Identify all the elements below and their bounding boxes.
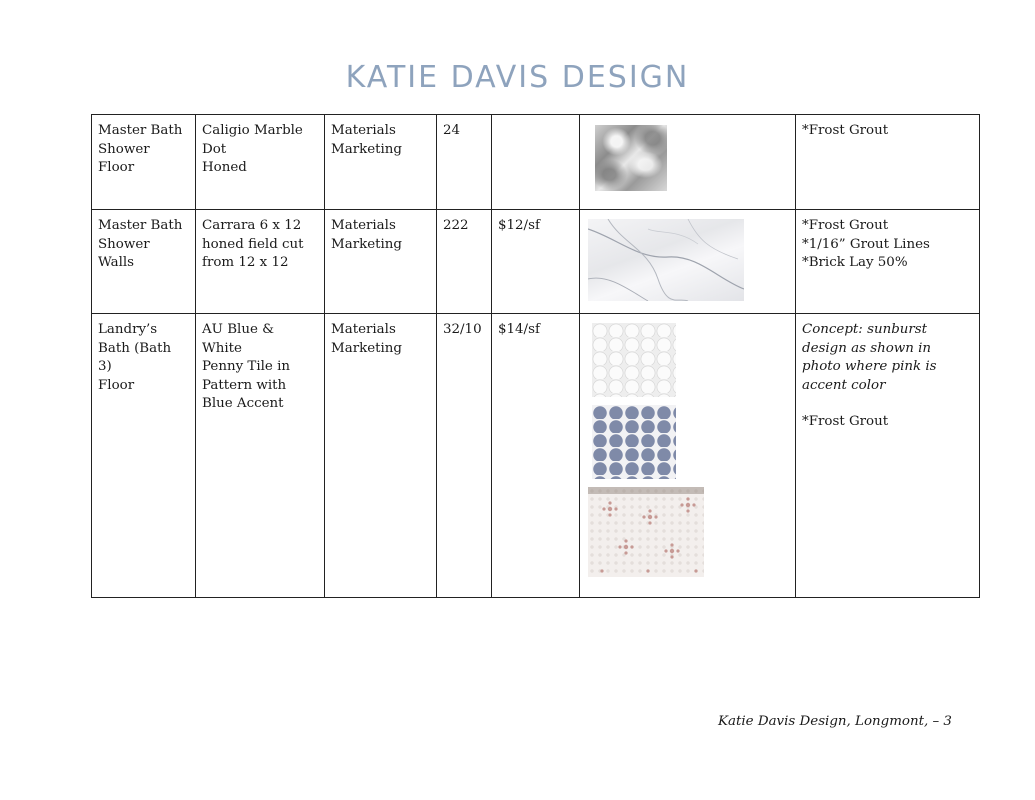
blue-penny-tile-image: [592, 405, 676, 479]
marble-vein-graphic: [588, 219, 744, 301]
materials-table: [91, 114, 980, 598]
notes-cell: *Frost Grout: [796, 115, 980, 210]
material-cell: Carrara 6 x 12 honed field cut from 12 x 12: [196, 210, 325, 314]
vendor-cell: Materials Marketing: [325, 314, 437, 598]
grout-note: *Frost Grout: [802, 414, 889, 429]
image-cell: [580, 314, 796, 598]
marble-dot-tile-image: [595, 125, 667, 191]
quantity-cell: 222: [437, 210, 492, 314]
sunburst-pattern-graphic: [588, 487, 704, 577]
location-cell: Master Bath Shower Floor: [92, 115, 196, 210]
quantity-cell: 32/10: [437, 314, 492, 598]
image-cell: [580, 115, 796, 210]
vendor-cell: Materials Marketing: [325, 210, 437, 314]
quantity-cell: 24: [437, 115, 492, 210]
notes-cell: [796, 314, 980, 598]
location-cell: Landry’s Bath (Bath 3) Floor: [92, 314, 196, 598]
vendor-cell: Materials Marketing: [325, 115, 437, 210]
material-cell: Caligio Marble Dot Honed: [196, 115, 325, 210]
location-cell: Master Bath Shower Walls: [92, 210, 196, 314]
price-cell: [492, 115, 580, 210]
price-cell: $14/sf: [492, 314, 580, 598]
price-cell: $12/sf: [492, 210, 580, 314]
concept-note: Concept: sunburst design as shown in photo where pink is accent color: [802, 322, 937, 393]
notes-cell: *Frost Grout *1/16” Grout Lines *Brick Lay 50%: [796, 210, 980, 314]
table-row: [92, 115, 980, 210]
page-footer: Katie Davis Design, Longmont, – 3: [718, 714, 952, 729]
table-row: [92, 314, 980, 598]
page-title: KATIE DAVIS DESIGN: [345, 60, 690, 95]
material-cell: AU Blue & White Penny Tile in Pattern with Blue Accent: [196, 314, 325, 598]
image-cell: [580, 210, 796, 314]
carrara-marble-tile-image: [588, 219, 744, 301]
white-penny-tile-image: [592, 323, 676, 397]
table-row: [92, 210, 980, 314]
sunburst-floor-photo: [588, 487, 704, 577]
